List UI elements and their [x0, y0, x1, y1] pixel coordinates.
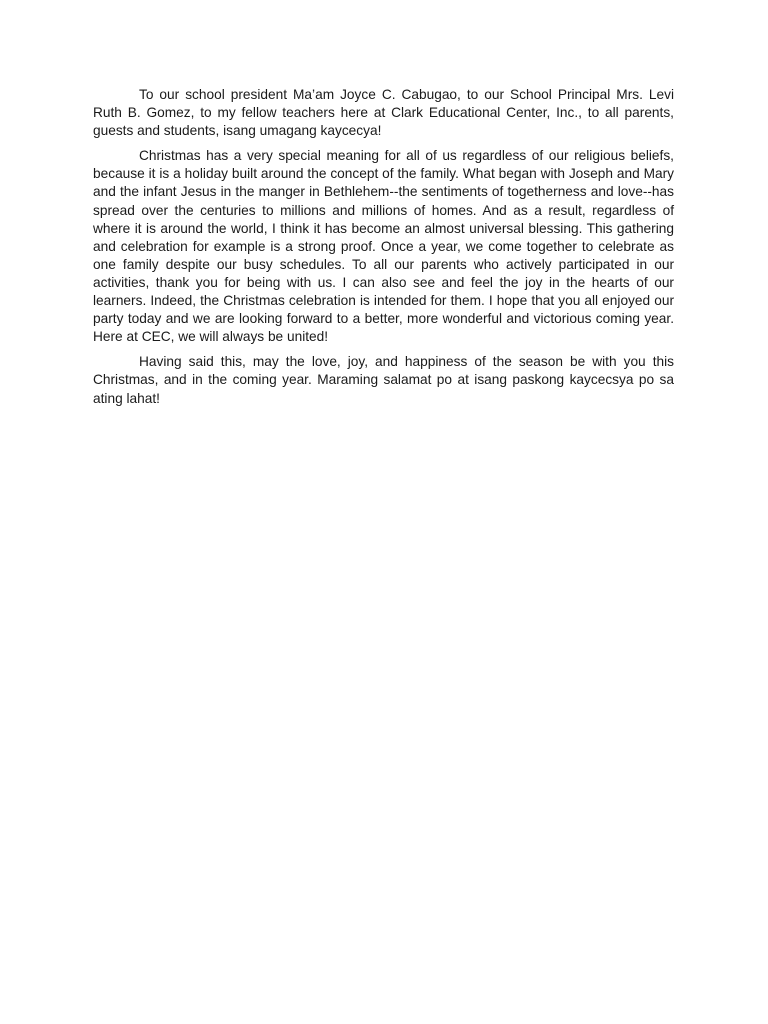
speech-text — [93, 86, 674, 415]
christmas-message-paragraph: Christmas has a very special meaning for all of us regardless of our religious beliefs, because it is a holiday built around the concept of the family. What began with Joseph and Mary and the infant Jesus in the manger in Bethlehem--the sentiments of togetherness and love--has spread over the centuries to millions and millions of homes. And as a result, regardless of where it is around the world, I think it has become an almost universal blessing. This gathering and celebration for example is a strong proof. Once a year, we come together to celebrate as one family despite our busy schedules. To all our parents who actively participated in our activities, thank you for being with us. I can also see and feel the joy in the hearts of our learners. Indeed, the Christmas celebration is intended for them. I hope that you all enjoyed our party today and we are looking forward to a better, more wonderful and victorious coming year. Here at CEC, we will always be united! — [93, 148, 674, 345]
closing-paragraph: Having said this, may the love, joy, and happiness of the season be with you this Christmas, and in the coming year. Maraming salamat po at isang paskong kaycecsya po sa ating lahat! — [93, 354, 674, 406]
greeting-paragraph: To our school president Ma’am Joyce C. Cabugao, to our School Principal Mrs. Levi Ruth B. Gomez, to my fellow teachers here at Clark Educational Center, Inc., to all parents, guests and students, isang umagang kaycecya! — [93, 87, 674, 139]
